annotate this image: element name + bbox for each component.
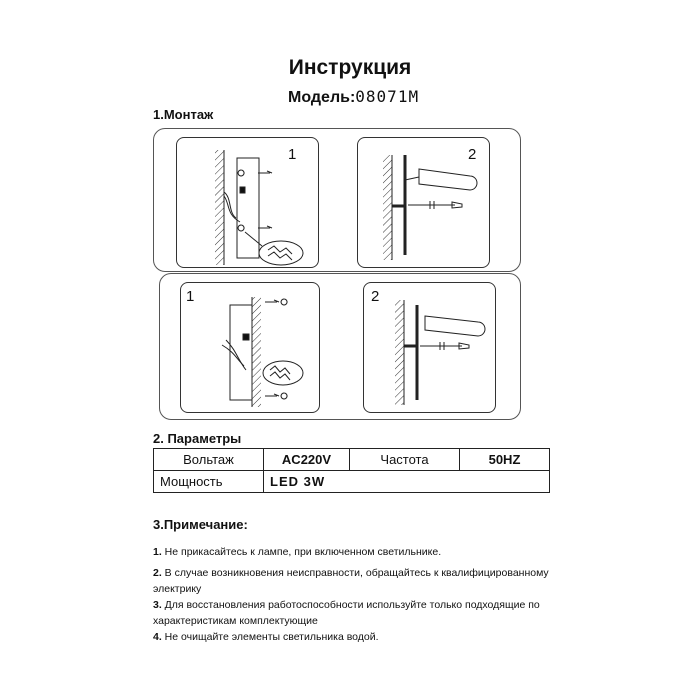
panel-number: 2 (371, 288, 380, 305)
list-item (153, 565, 558, 597)
note-number: 2. (153, 567, 162, 579)
section-mount-heading: 1.Монтаж (153, 107, 214, 122)
param-value-power: LED 3W (264, 471, 550, 493)
table-row (154, 449, 550, 471)
list-item (153, 544, 573, 560)
panel-number: 1 (288, 146, 297, 163)
lamp-head (425, 316, 485, 336)
note-number: 3. (153, 599, 162, 611)
note-text: В случае возникновения неисправности, обращайтесь к квалифицированному электрику (153, 567, 549, 595)
param-label-frequency: Частота (350, 449, 460, 471)
wall-hatching (215, 150, 224, 265)
note-text: Не очищайте элементы светильника водой. (161, 631, 379, 643)
page-title: Инструкция (288, 56, 412, 79)
note-text: Для восстановления работоспособности используйте только подходящие по характеристикам комплектующие (153, 599, 540, 627)
screw-icon (408, 201, 462, 209)
panel-number: 1 (186, 288, 195, 305)
mounting-plate (230, 305, 252, 400)
param-value-voltage: AC220V (264, 449, 350, 471)
model-label: Модель: (288, 89, 356, 106)
param-value-frequency: 50HZ (460, 449, 550, 471)
note-number: 4. (153, 631, 162, 643)
screw-icon (238, 170, 272, 231)
list-item (153, 597, 553, 629)
section-notes-heading: 3.Примечание: (153, 517, 248, 532)
table-row (154, 471, 550, 493)
lamp-head (405, 169, 477, 190)
list-item (153, 629, 573, 645)
param-label-voltage: Вольтаж (154, 449, 264, 471)
screw-icon (420, 342, 469, 350)
note-text: Не прикасайтесь к лампе, при включенном светильнике. (161, 546, 442, 558)
connector-detail (245, 232, 303, 265)
model-value: 08071M (355, 87, 420, 106)
connector-detail (263, 361, 303, 385)
mounting-plate (237, 158, 259, 258)
param-label-power: Мощность (154, 471, 264, 493)
note-number: 1. (153, 546, 162, 558)
panel-number: 2 (468, 146, 477, 163)
params-table (153, 448, 550, 493)
section-params-heading: 2. Параметры (153, 431, 242, 446)
